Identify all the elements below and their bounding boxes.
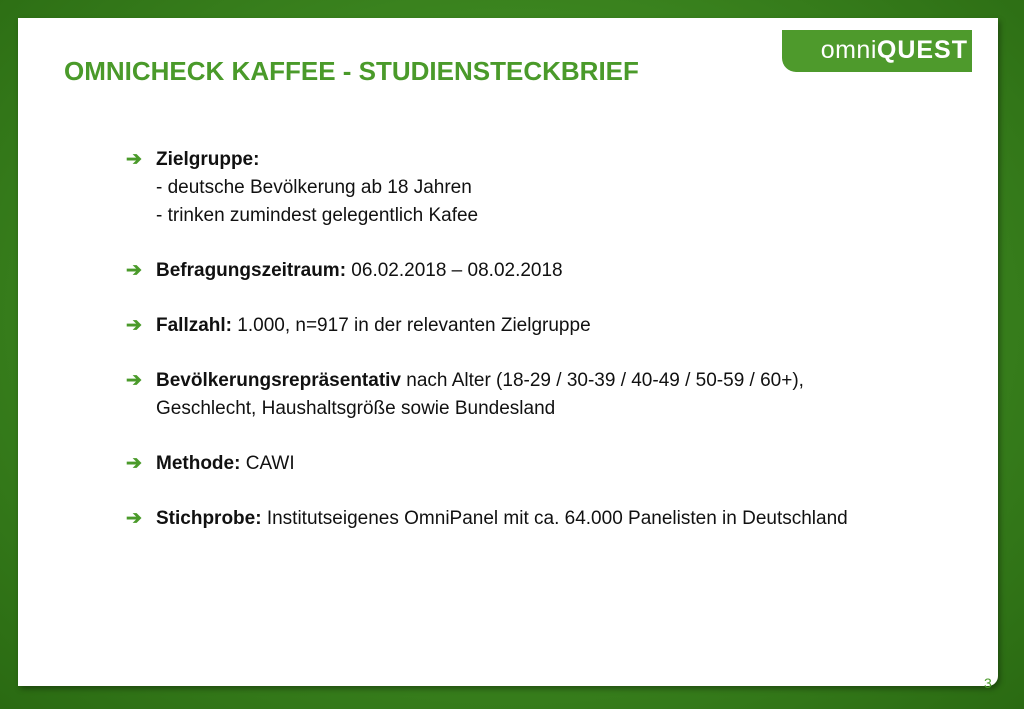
item-text: nach Alter (18-29 / 30-39 / 40-49 / 50-59 / 60+), <box>401 370 804 391</box>
list-item-methode <box>126 450 946 478</box>
slide <box>18 18 998 691</box>
list-item-repraesentativ <box>126 367 946 423</box>
logo-part-quest: QUEST <box>876 36 968 64</box>
item-label: Befragungszeitraum: <box>156 260 347 281</box>
item-label: Fallzahl: <box>156 315 233 336</box>
item-line: Geschlecht, Haushaltsgröße sowie Bundesland <box>156 398 556 419</box>
arrow-right-icon: ➔ <box>126 260 142 281</box>
item-line: - trinken zumindest gelegentlich Kafee <box>156 205 479 226</box>
item-text: 06.02.2018 – 08.02.2018 <box>346 260 563 281</box>
item-label: Bevölkerungsrepräsentativ <box>156 370 401 391</box>
item-label: Methode: <box>156 453 241 474</box>
list-item-zielgruppe <box>126 146 946 230</box>
arrow-right-icon: ➔ <box>126 149 142 170</box>
omniquest-logo <box>821 36 968 65</box>
item-line: - deutsche Bevölkerung ab 18 Jahren <box>156 177 472 198</box>
item-label: Stichprobe: <box>156 508 262 529</box>
list-item-stichprobe <box>126 505 946 533</box>
list-item-fallzahl <box>126 312 946 340</box>
page-number: 3 <box>984 675 992 691</box>
study-profile-list <box>126 146 946 560</box>
list-item-befragungszeitraum <box>126 257 946 285</box>
item-label: Zielgruppe: <box>156 149 260 170</box>
arrow-right-icon: ➔ <box>126 453 142 474</box>
arrow-right-icon: ➔ <box>126 508 142 529</box>
arrow-right-icon: ➔ <box>126 315 142 336</box>
item-text: 1.000, n=917 in der relevanten Zielgruppe <box>232 315 591 336</box>
item-text: Institutseigenes OmniPanel mit ca. 64.000 Panelisten in Deutschland <box>261 508 848 529</box>
item-text: CAWI <box>240 453 295 474</box>
logo-part-omni: omni <box>820 36 877 64</box>
arrow-right-icon: ➔ <box>126 370 142 391</box>
page-title: OMNICHECK KAFFEE - STUDIENSTECKBRIEF <box>64 56 639 86</box>
